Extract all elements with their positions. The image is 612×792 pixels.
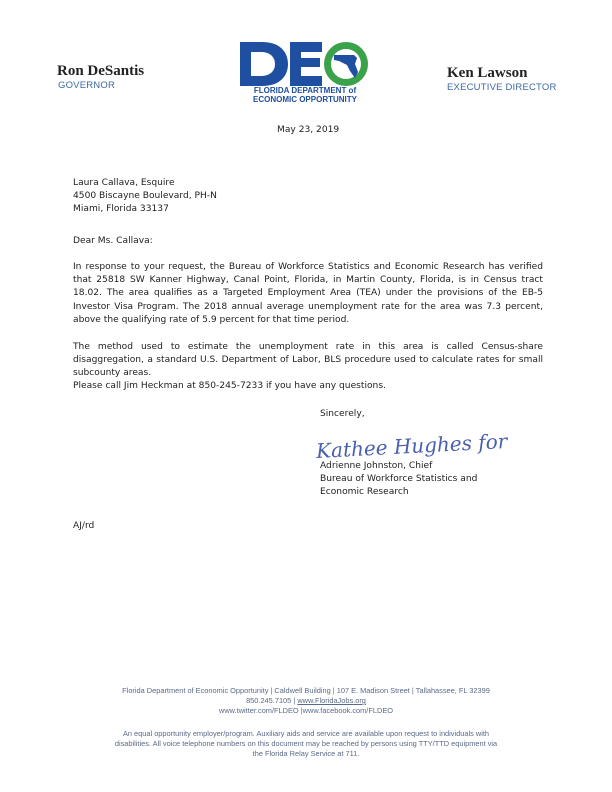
deo-logo xyxy=(230,38,380,108)
recipient-line2: 4500 Biscayne Boulevard, PH-N xyxy=(73,191,217,202)
footer-social-sep: | xyxy=(298,706,303,715)
footer-notice-line1: An equal opportunity employer/program. Auxiliary aids and service are available upon request to individuals with xyxy=(122,729,490,738)
recipient-line3: Miami, Florida 33137 xyxy=(73,204,169,215)
signer-title-line1: Bureau of Workforce Statistics and xyxy=(320,474,478,485)
closing-sincerely: Sincerely, xyxy=(320,409,365,419)
recipient-line1: Laura Callava, Esquire xyxy=(73,178,175,188)
footer-facebook-link[interactable]: www.facebook.com/FLDEO xyxy=(302,706,394,715)
footer-notice-line3: the Florida Relay Service at 711. xyxy=(252,749,360,758)
director-title: EXECUTIVE DIRECTOR xyxy=(447,82,557,93)
footer-phone: 850.245.7105 | xyxy=(246,696,298,705)
footer-social-line xyxy=(0,706,612,716)
governor-title: GOVERNOR xyxy=(58,80,116,91)
footer-website-link[interactable]: www.FloridaJobs.org xyxy=(297,696,366,705)
footer-notice xyxy=(0,729,612,759)
footer-twitter-link[interactable]: www.twitter.com/FLDEO xyxy=(218,706,299,715)
paragraph-2: The method used to estimate the unemployment rate in this area is called Census-share disaggregation, a standard U.S. Department of Labor, BLS procedure used to calculate rates for small subcounty areas. xyxy=(73,342,543,379)
director-name: Ken Lawson xyxy=(447,65,528,81)
logo-subtitle-line1: FLORIDA DEPARTMENT of xyxy=(253,86,357,95)
logo-subtitle-line2: ECONOMIC OPPORTUNITY xyxy=(252,95,357,104)
paragraph-3: Please call Jim Heckman at 850-245-7233 if you have any questions. xyxy=(73,381,386,391)
salutation: Dear Ms. Callava: xyxy=(73,236,153,246)
recipient-address xyxy=(73,177,217,217)
footer-notice-line2: disabilities. All voice telephone numbers on this document may be reached by persons using TTY/TTD equipment via xyxy=(114,739,498,748)
footer-address: Florida Department of Economic Opportunity | Caldwell Building | 107 E. Madison Street | Tallahassee, FL 32399 xyxy=(122,686,490,695)
footer-phone-line xyxy=(0,696,612,706)
logo-subtitle xyxy=(230,86,380,104)
typist-initials: AJ/rd xyxy=(73,521,95,531)
signature: Kathee Hughes for xyxy=(315,429,508,463)
letter-date: May 23, 2019 xyxy=(277,125,340,135)
governor-name: Ron DeSantis xyxy=(57,63,145,79)
paragraph-1: In response to your request, the Bureau of Workforce Statistics and Economic Research has verified that 25818 SW Kanner Highway, Canal Point, Florida, in Martin County, Florida, is in Census tract 18.02. The area qualifies as a Targeted Employment Area (TEA) under the provisions of the EB-5 Investor Visa Program. The 2018 annual average unemployment rate for the area was 7.3 percent, above the qualifying rate of 5.9 percent for that time period. xyxy=(73,262,543,325)
signer-block xyxy=(320,460,477,500)
signer-title-line2: Economic Research xyxy=(320,487,409,498)
signer-name: Adrienne Johnston, Chief xyxy=(320,461,433,471)
